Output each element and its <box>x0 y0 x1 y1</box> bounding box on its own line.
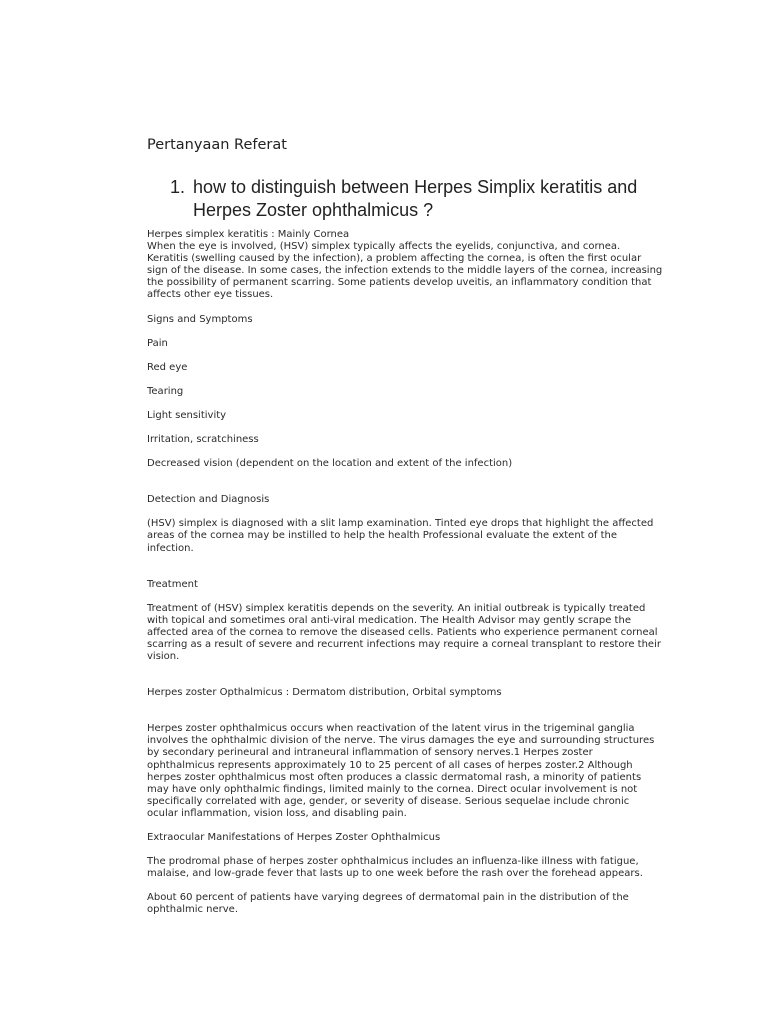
detection-heading: Detection and Diagnosis <box>147 494 270 506</box>
document-title: Pertanyaan Referat <box>147 137 287 153</box>
treatment-heading: Treatment <box>147 578 198 590</box>
question-number: 1. <box>170 177 186 197</box>
question-item <box>170 176 640 222</box>
hzo-intro-paragraph: Herpes zoster ophthalmicus occurs when reactivation of the latent virus in the trigeminal ganglia involves the ophthalmic division of the nerve. The virus damages the eye and surrounding structures by secondary perineural and intraneural inflammation of sensory nerves.1 Herpes zoster ophthalmicus represents approximately 10 to 25 percent of all cases of herpes zoster.2 Although herpes zoster ophthalmicus most often produces a classic dermatomal rash, a minority of patients may have only ophthalmic findings, limited mainly to the cornea. Direct ocular involvement is not specifically correlated with age, gender, or severity of disease. Serious sequelae include chronic ocular inflammation, vision loss, and disabling pain. <box>147 723 655 819</box>
treatment-paragraph: Treatment of (HSV) simplex keratitis depends on the severity. An initial outbreak is typically treated with topical and sometimes oral anti-viral medication. The Health Advisor may gently scrape the affected area of the cornea to remove the diseased cells. Patients who experience permanent corneal scarring as a result of severe and recurrent infections may require a corneal transplant to restore their vision. <box>147 602 661 663</box>
sign-item: Light sensitivity <box>147 409 227 421</box>
hsv-intro-paragraph: When the eye is involved, (HSV) simplex typically affects the eyelids, conjunctiva, and cornea. Keratitis (swelling caused by the infection), a problem affecting the cornea, is often the first ocular sign of the disease. In some cases, the infection extends to the middle layers of the cornea, increasing the possibility of permanent scarring. Some patients develop uveitis, an inflammatory condition that affects other eye tissues. <box>147 241 663 301</box>
detection-paragraph: (HSV) simplex is diagnosed with a slit lamp examination. Tinted eye drops that highlight the affected areas of the cornea may be instilled to help the health Professional evaluate the extent of the infection. <box>147 518 654 554</box>
sign-item: Decreased vision (dependent on the location and extent of the infection) <box>147 458 513 470</box>
sign-item: Red eye <box>147 361 188 373</box>
dermatomal-pain-paragraph: About 60 percent of patients have varying degrees of dermatomal pain in the distribution of the ophthalmic nerve. <box>147 892 629 916</box>
sign-item: Irritation, scratchiness <box>147 434 259 446</box>
prodromal-paragraph: The prodromal phase of herpes zoster ophthalmicus includes an influenza-like illness with fatigue, malaise, and low-grade fever that lasts up to one week before the rash over the forehead appears. <box>147 856 643 880</box>
sign-item: Pain <box>147 337 168 349</box>
document-body <box>147 229 663 916</box>
hzo-heading: Herpes zoster Opthalmicus : Dermatom distribution, Orbital symptoms <box>147 687 502 699</box>
question-text: how to distinguish between Herpes Simplix keratitis and Herpes Zoster ophthalmicus ? <box>193 177 638 220</box>
extraocular-heading: Extraocular Manifestations of Herpes Zoster Ophthalmicus <box>147 832 441 843</box>
sign-item: Tearing <box>147 385 184 397</box>
signs-heading: Signs and Symptoms <box>147 313 253 325</box>
hsv-heading: Herpes simplex keratitis : Mainly Cornea <box>147 229 350 240</box>
